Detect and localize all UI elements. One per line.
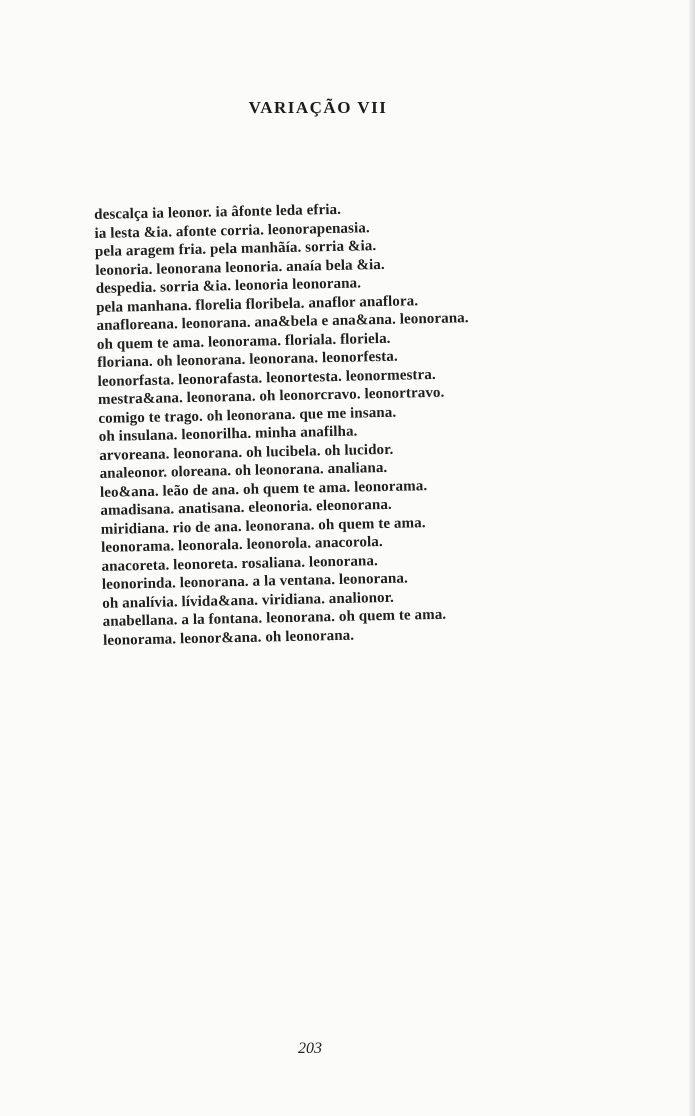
poem-line: despedia. sorria &ia. leonoria leonorana. [95, 275, 362, 297]
page-number: 203 [298, 1040, 322, 1057]
poem-line: arvoreana. leonorana. oh lucibela. oh lucidor. [99, 441, 394, 464]
poem-line: leonorama. leonor&ana. oh leonorana. [102, 627, 355, 649]
poem-line: leonoria. leonorana leonoria. anaía bela &ia. [95, 256, 385, 279]
poem-line: floriana. oh leonorana. leonorana. leonorfesta. [97, 348, 398, 371]
poem-line: comigo te trago. oh leonorana. que me insana. [98, 404, 397, 427]
poem-line: leonorama. leonorala. leonorola. anacorola. [100, 534, 383, 556]
poem-line: leonorinda. leonorana. a la ventana. leonorana. [101, 570, 409, 593]
poem-line: leonorfasta. leonorafasta. leonortesta. leonormestra. [97, 366, 436, 390]
poem-line: anacoreta. leonoreta. rosaliana. leonorana. [101, 552, 379, 575]
poem-line: pela aragem fria. pela manhãía. sorria &ia. [94, 238, 377, 260]
poem-line: oh analívia. lívida&ana. viridiana. analionor. [102, 589, 395, 612]
poem-line: anafloreana. leonorana. ana&bela e ana&ana. leonorana. [96, 310, 469, 334]
poem-line: anabellana. a la fontana. leonorana. oh quem te ama. [102, 606, 447, 630]
page-edge-shadow [689, 0, 695, 1116]
page-title: VARIAÇÃO VII [248, 98, 388, 117]
poem-line: miridiana. rio de ana. leonorana. oh quem te ama. [100, 514, 426, 538]
poem-line: amadisana. anatisana. eleonoria. eleonorana. [100, 496, 392, 519]
poem-line: oh quem te ama. leonorama. floriala. floriela. [96, 330, 391, 353]
poem-body [94, 196, 573, 650]
poem-line: ia lesta &ia. afonte corria. leonorapenasia. [94, 219, 370, 242]
poem-line: pela manhana. florelia floribela. anaflor anaflora. [95, 292, 419, 316]
poem-line: oh insulana. leonorilha. minha anafilha. [98, 423, 358, 445]
poem-line: leo&ana. leão de ana. oh quem te ama. leonorama. [99, 477, 428, 501]
poem-line: descalça ia leonor. ia âfonte leda efria. [94, 201, 342, 223]
poem-line: analeonor. oloreana. oh leonorana. analiana. [99, 459, 388, 482]
poem-line: mestra&ana. leonorana. oh leonorcravo. leonortravo. [97, 384, 445, 408]
